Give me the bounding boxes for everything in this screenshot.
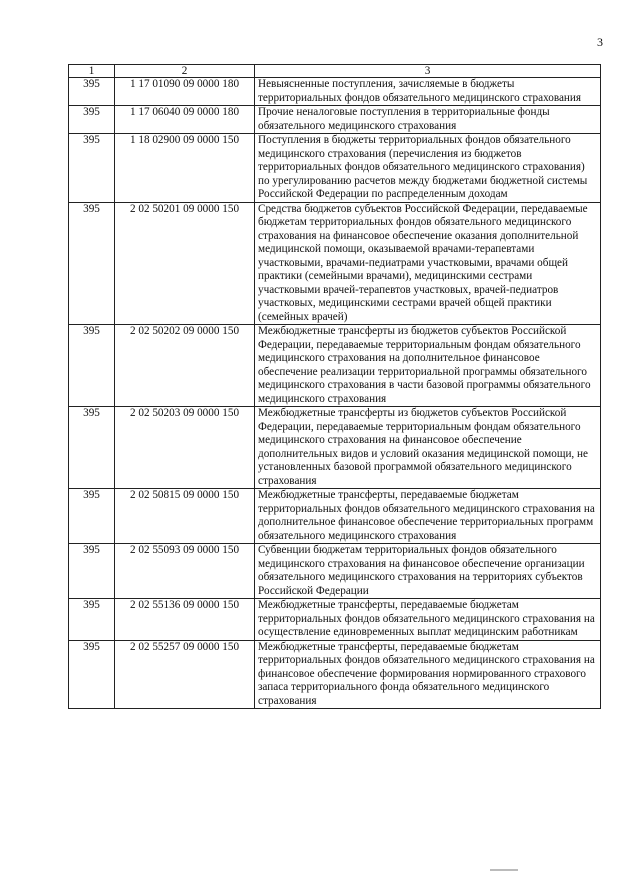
table-row: [69, 134, 601, 203]
table-header-row: [69, 65, 601, 78]
description-cell: Поступления в бюджеты территориальных фондов обязательного медицинского страхования (перечисления из бюджетов территориальных фондов обязательного медицинского страхования) по урегулированию расчетов между бюджетами бюджетной системы Российской Федерации по распределенным доходам: [255, 134, 601, 203]
description-cell: Межбюджетные трансферты из бюджетов субъектов Российской Федерации, передаваемые территориальным фондам обязательного медицинского страхования на дополнительное финансовое обеспечение реализации территориальной программы обязательного медицинского страхования в части базовой программы обязательного медицинского страхования: [255, 325, 601, 407]
admin-code-cell: 395: [69, 599, 115, 641]
table-row: [69, 489, 601, 544]
table-row: [69, 599, 601, 641]
admin-code-cell: 395: [69, 407, 115, 489]
admin-code-cell: 395: [69, 106, 115, 134]
budget-code-cell: 2 02 55093 09 0000 150: [115, 544, 255, 599]
footer-mark: [490, 869, 518, 871]
page-number: 3: [597, 35, 603, 49]
budget-code-cell: 2 02 50203 09 0000 150: [115, 407, 255, 489]
column-header-2: 2: [115, 65, 255, 78]
budget-classification-table: [68, 64, 601, 709]
table-row: [69, 78, 601, 106]
admin-code-cell: 395: [69, 78, 115, 106]
description-cell: Субвенции бюджетам территориальных фондов обязательного медицинского страхования на финансовое обеспечение организации обязательного медицинского страхования на территориях субъектов Российской Федерации: [255, 544, 601, 599]
budget-code-cell: 2 02 50201 09 0000 150: [115, 202, 255, 325]
description-cell: Межбюджетные трансферты, передаваемые бюджетам территориальных фондов обязательного медицинского страхования на дополнительное финансовое обеспечение территориальных программ обязательного медицинского страхования: [255, 489, 601, 544]
budget-code-cell: 1 17 06040 09 0000 180: [115, 106, 255, 134]
description-cell: Межбюджетные трансферты из бюджетов субъектов Российской Федерации, передаваемые территориальным фондам обязательного медицинского страхования на финансовое обеспечение дополнительных видов и условий оказания медицинской помощи, не установленных базовой программой обязательного медицинского страхования: [255, 407, 601, 489]
table-row: [69, 325, 601, 407]
table-row: [69, 640, 601, 709]
column-header-3: 3: [255, 65, 601, 78]
budget-code-cell: 1 17 01090 09 0000 180: [115, 78, 255, 106]
budget-code-cell: 2 02 55257 09 0000 150: [115, 640, 255, 709]
table-row: [69, 407, 601, 489]
table-row: [69, 106, 601, 134]
description-cell: Межбюджетные трансферты, передаваемые бюджетам территориальных фондов обязательного медицинского страхования на осуществление единовременных выплат медицинским работникам: [255, 599, 601, 641]
description-cell: Межбюджетные трансферты, передаваемые бюджетам территориальных фондов обязательного медицинского страхования на финансовое обеспечение формирования нормированного страхового запаса территориального фонда обязательного медицинского страхования: [255, 640, 601, 709]
budget-code-cell: 2 02 55136 09 0000 150: [115, 599, 255, 641]
description-cell: Невыясненные поступления, зачисляемые в бюджеты территориальных фондов обязательного медицинского страхования: [255, 78, 601, 106]
admin-code-cell: 395: [69, 325, 115, 407]
table-row: [69, 544, 601, 599]
description-cell: Прочие неналоговые поступления в территориальные фонды обязательного медицинского страхования: [255, 106, 601, 134]
admin-code-cell: 395: [69, 544, 115, 599]
admin-code-cell: 395: [69, 134, 115, 203]
budget-code-cell: 1 18 02900 09 0000 150: [115, 134, 255, 203]
admin-code-cell: 395: [69, 640, 115, 709]
admin-code-cell: 395: [69, 202, 115, 325]
budget-code-cell: 2 02 50815 09 0000 150: [115, 489, 255, 544]
column-header-1: 1: [69, 65, 115, 78]
table-row: [69, 202, 601, 325]
budget-code-cell: 2 02 50202 09 0000 150: [115, 325, 255, 407]
admin-code-cell: 395: [69, 489, 115, 544]
description-cell: Средства бюджетов субъектов Российской Федерации, передаваемые бюджетам территориальных фондов обязательного медицинского страхования на финансовое обеспечение оказания дополнительной медицинской помощи, оказываемой врачами-терапевтами участковыми, врачами-педиатрами участковыми, врачами общей практики (семейными врачами), медицинскими сестрами участковыми врачей-терапевтов участковых, врачей-педиатров участковых, медицинскими сестрами врачей общей практики (семейных врачей): [255, 202, 601, 325]
